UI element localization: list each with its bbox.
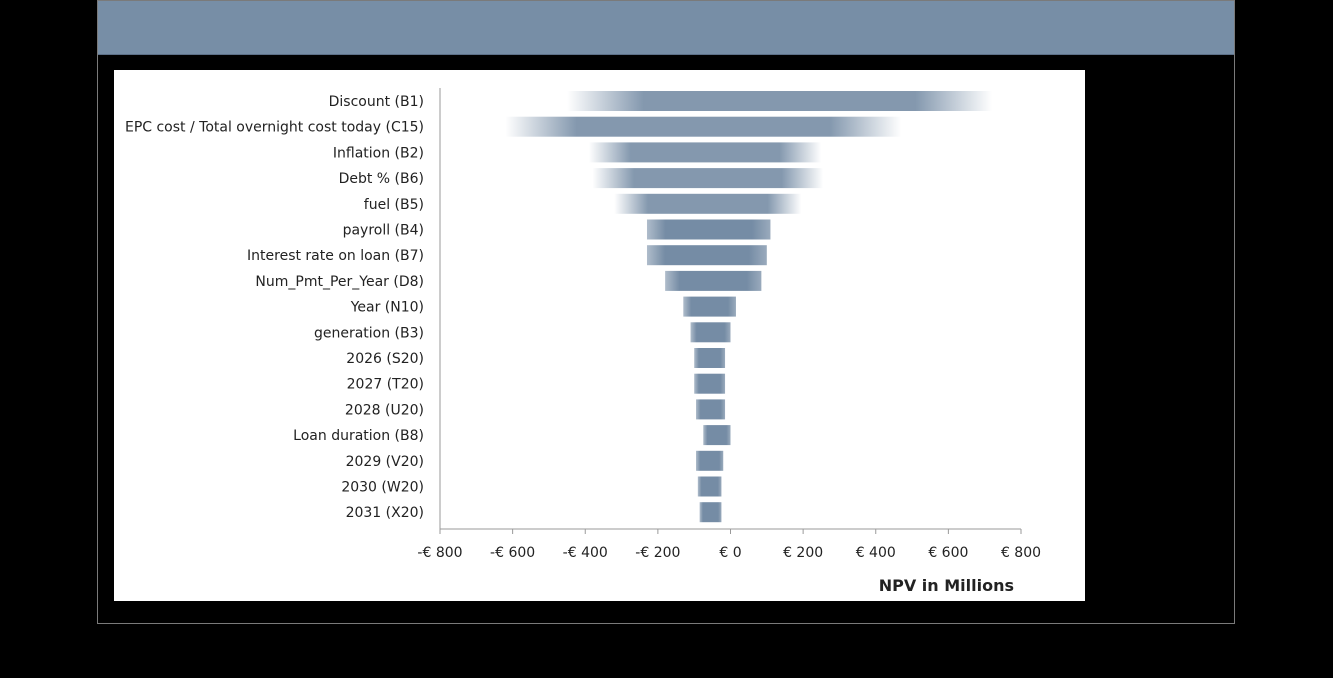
category-label: Inflation (B2): [332, 145, 424, 162]
tornado-chart: [114, 70, 1085, 601]
tornado-bar: [694, 374, 725, 394]
x-tick-label: -€ 600: [490, 545, 536, 561]
tornado-bar: [698, 477, 722, 497]
x-axis-ticks: [417, 529, 1041, 561]
x-tick-label: € 600: [928, 545, 969, 561]
category-label: Num_Pmt_Per_Year (D8): [255, 273, 424, 290]
tornado-bar: [703, 425, 730, 445]
tornado-bar: [665, 271, 761, 291]
category-label: Interest rate on loan (B7): [247, 248, 424, 265]
category-label: Loan duration (B8): [293, 428, 424, 445]
category-label: generation (B3): [313, 325, 424, 342]
tornado-bar: [567, 91, 992, 111]
x-tick-label: € 800: [1000, 545, 1042, 561]
x-tick-label: € 400: [855, 545, 896, 561]
tornado-bar: [593, 168, 824, 188]
x-tick-label: € 0: [719, 545, 742, 561]
tornado-bar: [694, 348, 725, 368]
tornado-bar: [647, 220, 770, 240]
x-axis-title: NPV in Millions: [878, 576, 1014, 595]
category-label: 2027 (T20): [346, 376, 424, 393]
header-band: [98, 1, 1234, 55]
x-tick-label: -€ 800: [417, 545, 463, 561]
category-label: 2031 (X20): [345, 505, 424, 522]
tornado-bar: [700, 502, 722, 522]
category-label: Discount (B1): [328, 94, 424, 110]
x-tick-label: -€ 200: [635, 545, 681, 561]
tornado-bar: [505, 117, 901, 137]
category-label: 2026 (S20): [346, 351, 424, 367]
category-label: 2030 (W20): [341, 479, 424, 496]
category-label: Debt % (B6): [338, 171, 424, 188]
category-label: EPC cost / Total overnight cost today (C15): [124, 119, 424, 136]
chart-svg: [114, 70, 1085, 601]
tornado-bar: [683, 297, 736, 317]
window-frame: [97, 0, 1235, 624]
tornado-bar: [589, 142, 821, 162]
tornado-bar: [647, 245, 767, 265]
x-tick-label: -€ 400: [562, 545, 608, 561]
category-labels: [125, 94, 424, 521]
category-label: 2028 (U20): [344, 402, 424, 419]
tornado-bar: [691, 322, 731, 342]
category-label: fuel (B5): [363, 196, 424, 213]
bars-layer: [505, 91, 992, 522]
x-tick-label: € 200: [783, 545, 824, 561]
category-label: 2029 (V20): [345, 453, 424, 470]
tornado-bar: [614, 194, 801, 214]
tornado-bar: [696, 399, 725, 419]
category-label: payroll (B4): [342, 222, 424, 239]
tornado-bar: [696, 451, 723, 471]
category-label: Year (N10): [350, 299, 424, 316]
